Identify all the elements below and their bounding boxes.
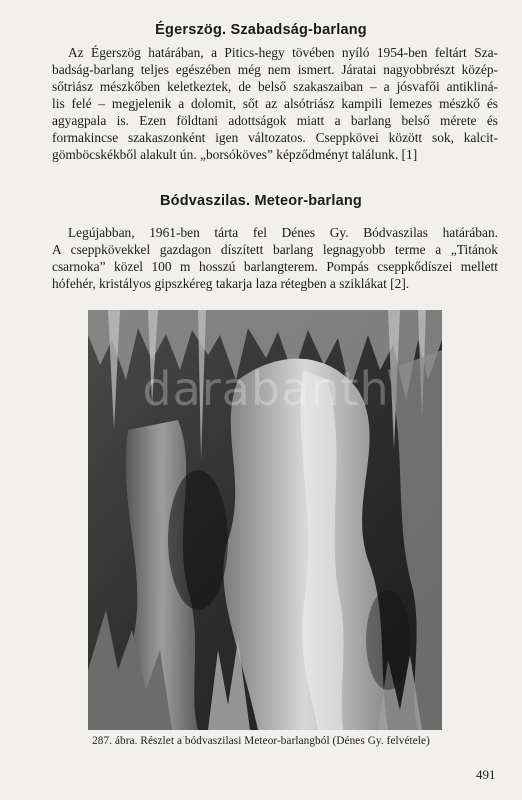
- text-line: gömböcskékből alakult ún. „borsóköves” képződményt találunk. [1]: [52, 147, 418, 162]
- text-line: agyagpala is. Ezen földtani adottságok miatt a barlang belső mérete és: [52, 113, 498, 128]
- paragraph-meteor-barlang: [52, 224, 498, 292]
- figure-caption: 287. ábra. Részlet a bódvaszilasi Meteor-barlangból (Dénes Gy. felvétele): [92, 735, 430, 747]
- page-number: 491: [476, 767, 496, 782]
- text-line: hófehér, kristályos gipszkéreg takarja laza rétegben a sziklákat [2].: [52, 276, 410, 291]
- text-line: formakincse szakaszonként igen változatos. Cseppkövei között sok, kalcit-: [52, 130, 498, 145]
- paragraph-szabadsag-barlang: [52, 44, 498, 163]
- watermark-text: darabanth: [142, 362, 390, 416]
- section-title-bodvaszilas: Bódvaszilas. Meteor-barlang: [159, 193, 362, 209]
- text-line: Legújabban, 1961-ben tárta fel Dénes Gy. Bódvaszilas határában.: [68, 225, 498, 240]
- text-line: sőtriász mészkőben keletkeztek, de belső szakaszaiban – a jósvafői antikliná-: [52, 79, 498, 94]
- text-line: Az Égerszög határában, a Pitics-hegy tövében nyíló 1954-ben feltárt Sza-: [68, 45, 498, 60]
- text-line: badság-barlang teljes egészében még nem ismert. Járatai nagyobbrészt közép-: [52, 62, 498, 77]
- section-title-egerszog: Égerszög. Szabadság-barlang: [155, 22, 367, 38]
- text-line: A cseppkövekkel gazdagon díszített barlang legnagyobb terme a „Titánok: [52, 242, 498, 257]
- text-line: lis felé – megjelenik a dolomit, sőt az alsótriász kampili lemezes mészkő és: [52, 96, 498, 111]
- text-line: csarnoka” közel 100 m hosszú barlangterem. Pompás cseppkődíszei mellett: [52, 259, 498, 274]
